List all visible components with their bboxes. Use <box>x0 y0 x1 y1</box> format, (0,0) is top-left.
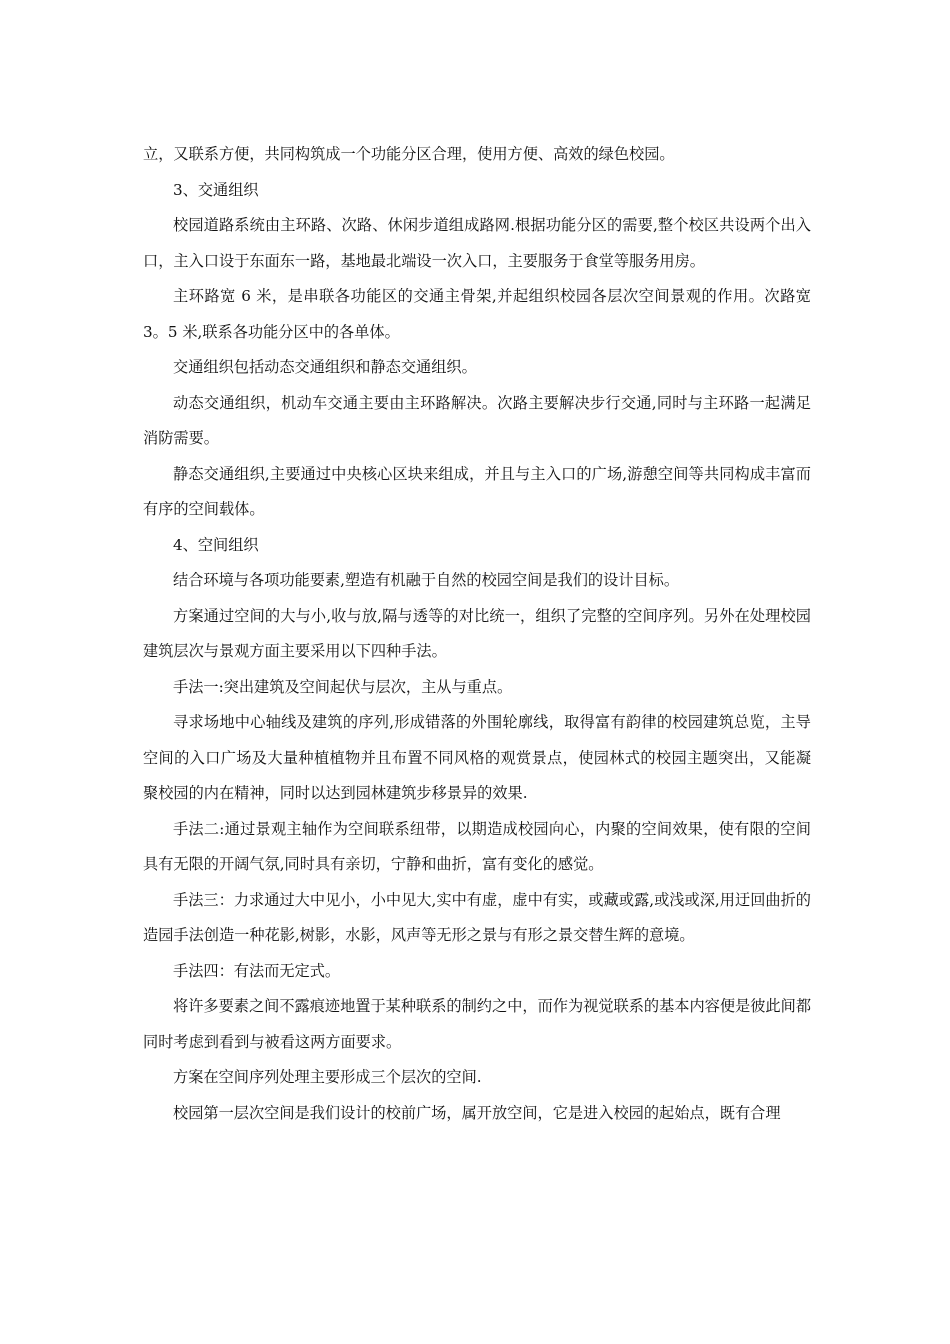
paragraph: 结合环境与各项功能要素,塑造有机融于自然的校园空间是我们的设计目标。 <box>173 571 680 589</box>
paragraph: 交通组织包括动态交通组织和静态交通组织。 <box>173 358 477 376</box>
paragraph: 动态交通组织，机动车交通主要由主环路解决。次路主要解决步行交通,同时与主环路一起满足消防需要。 <box>143 393 811 447</box>
paragraph: 主环路宽 6 米，是串联各功能区的交通主骨架,并起组织校园各层次空间景观的作用。次路宽 3。5 米,联系各功能分区中的各单体。 <box>143 287 811 341</box>
body-text <box>143 137 811 1131</box>
section-heading-space: 4、空间组织 <box>173 535 259 554</box>
paragraph-continued: 立，又联系方便，共同构筑成一个功能分区合理，使用方便、高效的绿色校园。 <box>143 145 675 163</box>
paragraph: 将许多要素之间不露痕迹地置于某种联系的制约之中，而作为视觉联系的基本内容便是彼此间都同时考虑到看到与被看这两方面要求。 <box>143 997 811 1051</box>
paragraph: 校园第一层次空间是我们设计的校前广场，属开放空间，它是进入校园的起始点，既有合理 <box>173 1103 781 1122</box>
paragraph: 方案在空间序列处理主要形成三个层次的空间. <box>173 1068 482 1086</box>
paragraph: 手法四：有法而无定式。 <box>173 961 341 980</box>
paragraph: 方案通过空间的大与小,收与放,隔与透等的对比统一，组织了完整的空间序列。另外在处理校园建筑层次与景观方面主要采用以下四种手法。 <box>143 606 811 660</box>
paragraph: 手法三：力求通过大中见小，小中见大,实中有虚，虚中有实，或藏或露,或浅或深,用迂回曲折的造园手法创造一种花影,树影，水影，风声等无形之景与有形之景交替生辉的意境。 <box>143 890 811 944</box>
paragraph: 手法二:通过景观主轴作为空间联系纽带，以期造成校园向心，内聚的空间效果，使有限的空间具有无限的开阔气氛,同时具有亲切，宁静和曲折，富有变化的感觉。 <box>143 819 811 873</box>
paragraph: 静态交通组织,主要通过中央核心区块来组成，并且与主入口的广场,游憩空间等共同构成丰富而有序的空间载体。 <box>143 464 811 518</box>
paragraph: 寻求场地中心轴线及建筑的序列,形成错落的外围轮廓线，取得富有韵律的校园建筑总览，主导空间的入口广场及大量种植植物并且布置不同风格的观赏景点，使园林式的校园主题突出，又能凝聚校园的内在精神，同时以达到园林建筑步移景异的效果. <box>143 713 811 802</box>
paragraph: 校园道路系统由主环路、次路、休闲步道组成路网.根据功能分区的需要,整个校区共设两个出入口，主入口设于东面东一路，基地最北端设一次入口，主要服务于食堂等服务用房。 <box>143 216 811 270</box>
paragraph: 手法一:突出建筑及空间起伏与层次，主从与重点。 <box>173 677 513 696</box>
section-heading-traffic: 3、交通组织 <box>173 180 259 199</box>
